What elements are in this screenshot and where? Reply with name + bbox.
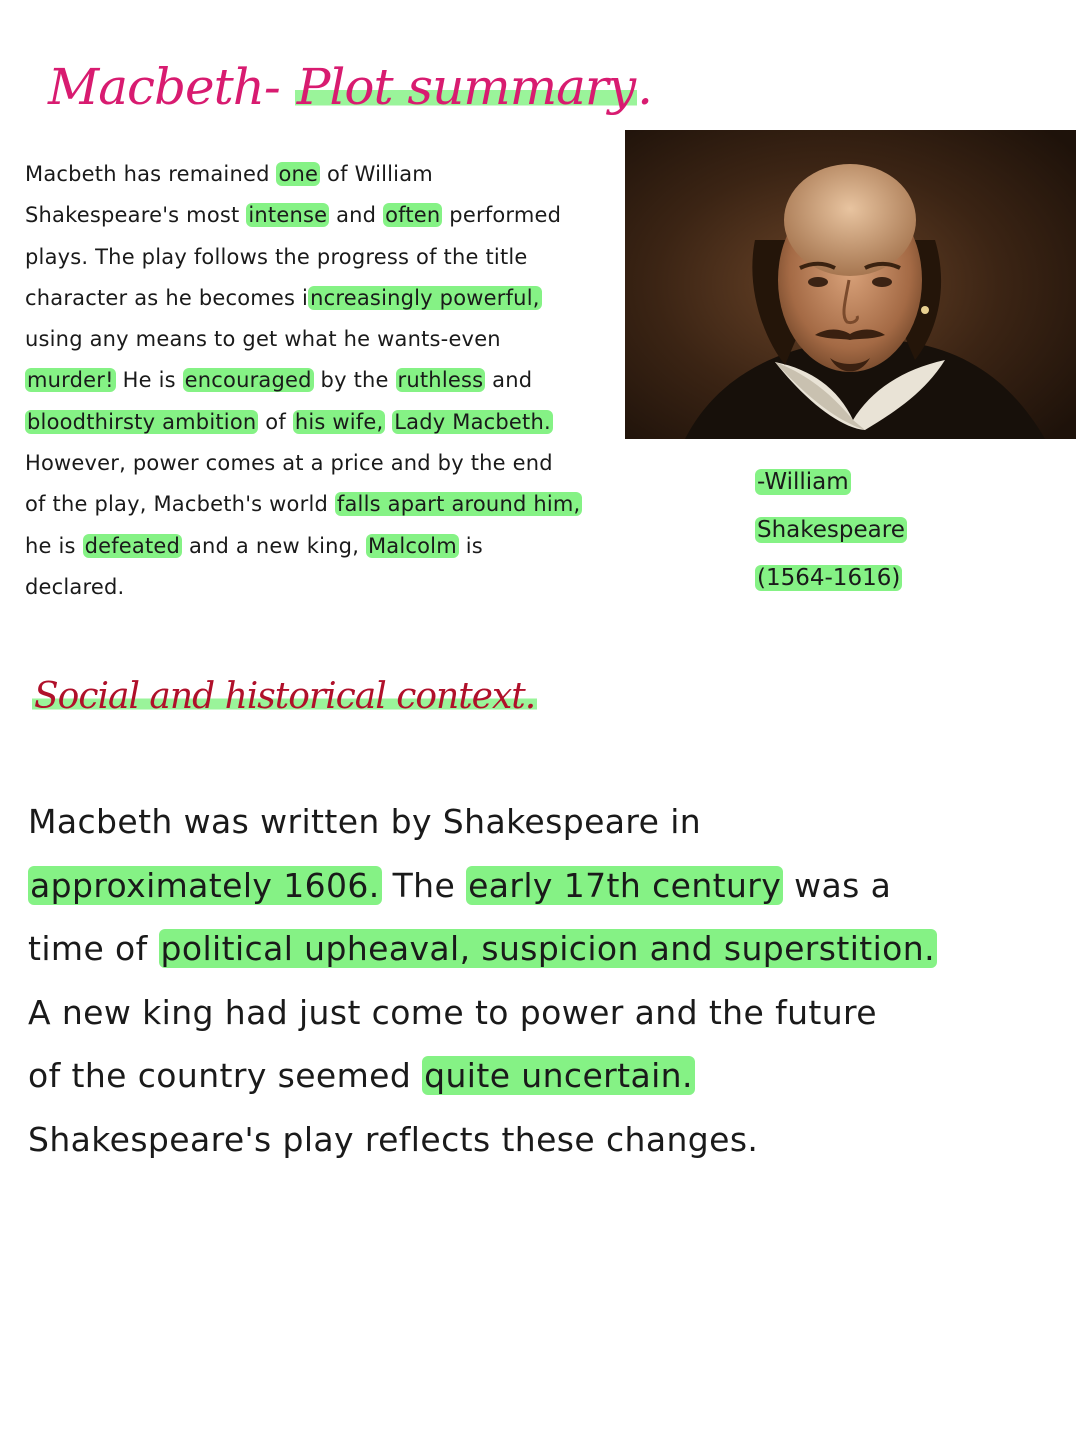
text-line [25, 195, 582, 236]
text-line [755, 458, 907, 506]
text-segment: by the [313, 368, 396, 393]
page-title [48, 58, 652, 116]
highlighted-text: Shakespeare [757, 517, 905, 543]
text-segment: He is [115, 368, 183, 393]
text-segment: Shakespeare's most [25, 203, 247, 228]
text-segment: of the country seemed [28, 1056, 423, 1095]
highlighted-text: one [278, 162, 319, 186]
text-segment: was a [783, 865, 892, 905]
portrait-painting [625, 130, 1076, 439]
text-line [28, 790, 937, 854]
text-line [25, 567, 582, 608]
highlighted-text: Lady Macbeth. [394, 409, 551, 434]
text-segment: A new king had just come to power and the future [28, 992, 878, 1032]
highlighted-text: bloodthirsty ambition [27, 409, 257, 434]
highlighted-text: falls apart around him, [336, 492, 581, 517]
text-line [755, 506, 907, 554]
text-segment: However, power comes at a price and by the end [25, 451, 553, 476]
text-segment: performed [442, 203, 562, 228]
title-highlight: Plot summary [296, 58, 636, 116]
text-line [25, 154, 582, 195]
title-suffix: . [637, 58, 652, 116]
text-line [28, 1108, 937, 1172]
highlighted-text: defeated [84, 533, 181, 558]
text-line [28, 917, 937, 981]
text-segment: The [381, 865, 467, 905]
text-line [25, 278, 582, 319]
highlighted-text: (1564-1616) [757, 565, 901, 591]
context-paragraph [28, 790, 937, 1171]
highlighted-text: -William [757, 469, 849, 495]
highlighted-text: political upheaval, suspicion and superstition. [160, 929, 935, 968]
text-segment: time of [28, 929, 159, 968]
highlighted-text: intense [248, 203, 328, 228]
text-line [28, 1044, 937, 1108]
text-line [28, 854, 937, 918]
text-segment: of [258, 409, 293, 434]
portrait-caption [755, 458, 907, 602]
text-line [25, 526, 582, 567]
text-segment: using any means to get what he wants-even [25, 327, 501, 352]
text-segment: Macbeth has remained [25, 162, 277, 186]
text-line [28, 981, 937, 1045]
text-line [25, 360, 582, 401]
text-segment: and a new king, [182, 533, 366, 558]
highlighted-text: early 17th century [468, 865, 782, 905]
highlighted-text: murder! [27, 368, 114, 393]
text-line [25, 443, 582, 484]
text-segment: is [458, 533, 483, 558]
text-segment: Shakespeare's play reflects these changes. [28, 1119, 759, 1159]
section-heading-text: Social and historical context. [34, 676, 536, 717]
text-segment: Macbeth was written by Shakespeare in [28, 802, 702, 841]
text-segment: character as he becomes i [25, 285, 309, 310]
highlighted-text: his wife, [294, 409, 384, 434]
text-segment: of the play, Macbeth's world [25, 492, 335, 517]
text-line [755, 554, 907, 602]
text-segment: and [329, 203, 384, 228]
text-segment: he is [25, 533, 83, 558]
section-heading [32, 676, 537, 717]
text-line [25, 319, 582, 360]
highlighted-text: ruthless [397, 368, 484, 393]
highlighted-text: Malcolm [367, 533, 457, 558]
text-segment: and [485, 368, 533, 393]
highlighted-text: ncreasingly powerful, [310, 285, 540, 310]
title-prefix: Macbeth- [48, 58, 295, 116]
plot-summary-paragraph [25, 154, 582, 608]
text-segment: plays. The play follows the progress of the title [25, 244, 528, 269]
text-line [25, 402, 582, 443]
highlighted-text: approximately 1606. [30, 865, 380, 905]
highlighted-text: often [385, 203, 441, 228]
text-segment: of William [320, 162, 433, 186]
shakespeare-portrait [625, 130, 1076, 439]
text-segment: declared. [25, 574, 125, 599]
text-line [25, 484, 582, 525]
highlighted-text: encouraged [184, 368, 312, 393]
text-line [25, 237, 582, 278]
highlighted-text: quite uncertain. [424, 1056, 693, 1095]
